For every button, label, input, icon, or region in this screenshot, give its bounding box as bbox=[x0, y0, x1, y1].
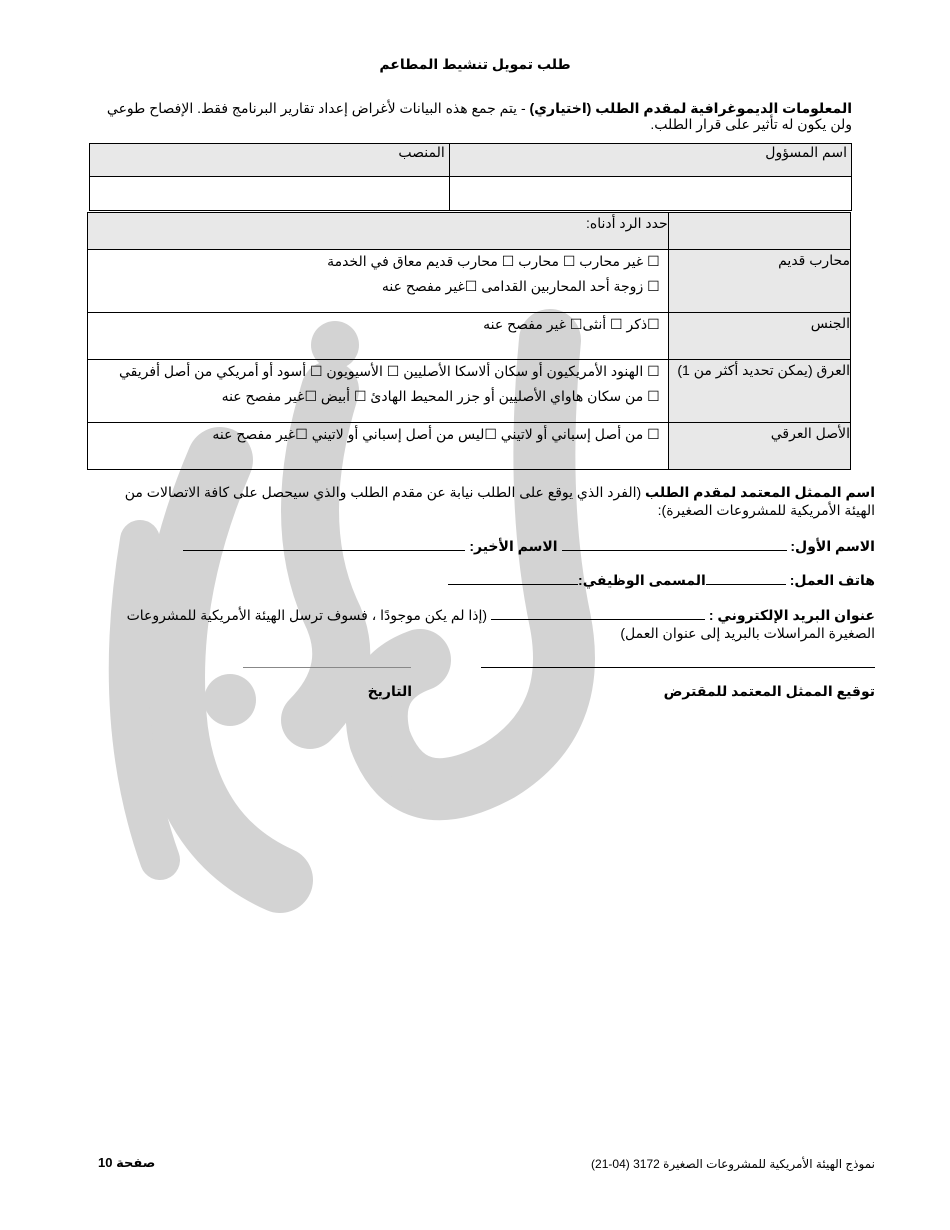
race-options-line1[interactable]: ☐ الهنود الأمريكيون أو سكان ألاسكا الأصليين ☐ الأسيويون ☐ أسود أو أمريكي من أصل أفريقي bbox=[119, 363, 660, 379]
veteran-label: محارب قديم bbox=[668, 250, 850, 313]
veteran-options-line1[interactable]: ☐ غير محارب ☐ محارب ☐ محارب قديم معاق في الخدمة bbox=[327, 253, 660, 269]
veteran-options-line2[interactable]: ☐ زوجة أحد المحاربين القدامى ☐غير مفصح عنه bbox=[381, 278, 660, 294]
email-note: (إذا لم يكن موجودًا ، فسوف ترسل الهيئة الأمريكية للمشروعات الصغيرة المراسلات بالبريد إلى عنوان العمل) bbox=[126, 607, 875, 641]
date-label: التاريخ bbox=[367, 683, 412, 699]
gender-options[interactable]: ☐ذكر ☐ أنثى☐ غير مفصح عنه bbox=[483, 316, 660, 332]
first-name-field[interactable] bbox=[562, 538, 787, 551]
official-name-header: اسم المسؤول bbox=[449, 144, 851, 177]
date-line[interactable] bbox=[243, 667, 411, 668]
ethnicity-label: الأصل العرقي bbox=[668, 423, 850, 470]
representative-text: (الفرد الذي يوقع على الطلب نيابة عن مقدم الطلب والذي سيحصل على كافة الاتصالات من الهيئة الأمريكية للمشروعات الصغيرة): bbox=[124, 484, 875, 518]
demographics-table-header bbox=[88, 213, 851, 250]
email-field[interactable] bbox=[491, 607, 705, 620]
demographics-heading: المعلومات الديموغرافية لمقدم الطلب (اختياري) bbox=[529, 100, 852, 116]
job-title-label: المسمى الوظيفي: bbox=[578, 572, 706, 588]
ethnicity-options[interactable]: ☐ من أصل إسباني أو لاتيني ☐ليس من أصل إسباني أو لاتيني ☐غير مفصح عنه bbox=[212, 426, 660, 442]
page-title: طلب تمويل تنشيط المطاعم bbox=[379, 56, 571, 72]
official-table-row bbox=[90, 177, 852, 211]
representative-intro bbox=[95, 483, 875, 519]
name-fields-row bbox=[175, 538, 875, 555]
race-label: العرق (يمكن تحديد أكثر من 1) bbox=[668, 360, 850, 423]
official-name-cell[interactable] bbox=[449, 177, 851, 211]
email-row bbox=[110, 606, 875, 642]
demographics-intro bbox=[95, 100, 852, 132]
work-phone-field[interactable] bbox=[706, 572, 786, 585]
gender-label: الجنس bbox=[668, 313, 850, 360]
official-table bbox=[89, 143, 852, 211]
gender-row bbox=[88, 313, 851, 360]
official-table-header bbox=[90, 144, 852, 177]
race-row bbox=[88, 360, 851, 423]
work-phone-label: هاتف العمل: bbox=[789, 572, 875, 588]
signature-label: توقيع الممثل المعتمد للمقترض bbox=[663, 683, 875, 699]
demographics-text: - يتم جمع هذه البيانات لأغراض إعداد تقارير البرنامج فقط. الإفصاح طوعي ولن يكون له تأثير على قرار الطلب. bbox=[106, 100, 852, 132]
job-title-field[interactable] bbox=[448, 572, 578, 585]
demographics-table bbox=[87, 212, 851, 470]
form-identifier: نموذج الهيئة الأمريكية للمشروعات الصغيرة 3172 (04-21) bbox=[591, 1157, 875, 1171]
page-number: صفحة 10 bbox=[98, 1155, 156, 1170]
header-empty-cell bbox=[668, 213, 850, 250]
ethnicity-row bbox=[88, 423, 851, 470]
last-name-label: الاسم الأخير: bbox=[469, 538, 558, 554]
position-cell[interactable] bbox=[90, 177, 450, 211]
first-name-label: الاسم الأول: bbox=[790, 538, 875, 554]
phone-title-row bbox=[175, 572, 875, 589]
representative-heading: اسم الممثل المعتمد لمقدم الطلب bbox=[645, 484, 875, 500]
race-options-line2[interactable]: ☐ من سكان هاواي الأصليين أو جزر المحيط الهادئ ☐ أبيض ☐غير مفصح عنه bbox=[221, 388, 660, 404]
veteran-row bbox=[88, 250, 851, 313]
email-label: عنوان البريد الإلكتروني : bbox=[708, 607, 875, 623]
last-name-field[interactable] bbox=[183, 538, 465, 551]
signature-line[interactable] bbox=[481, 667, 875, 668]
position-header: المنصب bbox=[90, 144, 450, 177]
select-instruction: حدد الرد أدناه: bbox=[88, 213, 669, 250]
